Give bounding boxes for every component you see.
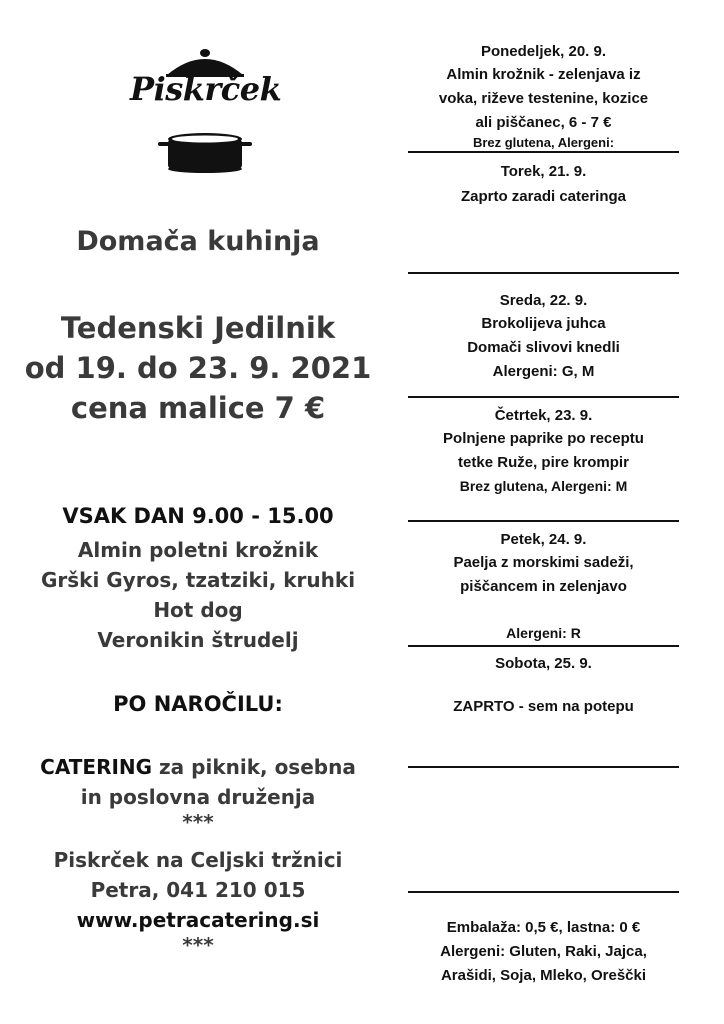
- piskrcek-logo: [130, 45, 280, 180]
- allergen-note: Alergeni: G, M: [492, 363, 595, 380]
- dish-line: Polnjene paprike po receptu: [443, 430, 644, 447]
- daily-item: Grški Gyros, tzatziki, kruhki: [40, 568, 356, 592]
- divider: [408, 520, 679, 522]
- menu-title: [0, 308, 396, 428]
- menu-title-line: Tedenski Jedilnik: [60, 311, 336, 345]
- dish-line: Brokolijeva juhca: [481, 315, 606, 332]
- catering-line: in poslovna druženja: [80, 785, 316, 809]
- cooking-pot-icon: [130, 45, 280, 180]
- daily-item: Almin poletni krožnik: [77, 538, 319, 562]
- catering-info: [0, 752, 396, 832]
- packaging-price: Embalaža: 0,5 €, lastna: 0 €: [446, 919, 641, 936]
- day-monday: [408, 41, 679, 151]
- day-heading: Petek, 24. 9.: [500, 531, 587, 548]
- day-heading: Sreda, 22. 9.: [499, 292, 588, 309]
- dish-line: Domači slivovi knedli: [467, 339, 620, 356]
- separator-stars: ***: [182, 810, 214, 834]
- catering-line: [0, 752, 396, 782]
- location-text: Piskrček na Celjski tržnici: [53, 848, 343, 872]
- allergen-list: Arašidi, Soja, Mleko, Oreščki: [440, 967, 647, 984]
- divider: [408, 151, 679, 153]
- allergen-list: Alergeni: Gluten, Raki, Jajca,: [440, 943, 647, 960]
- catering-label: CATERING: [40, 755, 153, 779]
- tagline: Domača kuhinja: [76, 226, 320, 257]
- divider: [408, 891, 679, 893]
- dish-line: Paelja z morskimi sadeži,: [453, 554, 634, 571]
- menu-price: cena malice 7 €: [70, 391, 326, 425]
- day-heading: Ponedeljek, 20. 9.: [480, 43, 607, 60]
- daily-item: Hot dog: [153, 598, 243, 622]
- dish-line: voka, riževe testenine, kozice: [438, 90, 649, 107]
- dish-line: Zaprto zaradi cateringa: [460, 188, 627, 205]
- day-wednesday: [408, 290, 679, 384]
- divider: [408, 272, 679, 274]
- day-heading: Torek, 21. 9.: [500, 163, 587, 180]
- dish-line: ali piščanec, 6 - 7 €: [475, 114, 612, 131]
- phone-contact: Petra, 041 210 015: [90, 878, 306, 902]
- dish-line: piščancem in zelenjavo: [460, 578, 627, 595]
- divider: [408, 645, 679, 647]
- day-tuesday: [408, 161, 679, 209]
- dish-line: Almin krožnik - zelenjava iz: [446, 66, 641, 83]
- day-heading: Sobota, 25. 9.: [495, 655, 592, 672]
- day-saturday: [408, 653, 679, 719]
- daily-list: [0, 535, 396, 655]
- website-link[interactable]: www.petracatering.si: [76, 908, 320, 932]
- catering-text: za piknik, osebna: [152, 755, 356, 779]
- allergen-note: Brez glutena, Alergeni: M: [459, 478, 628, 494]
- allergen-note: Alergeni: R: [506, 625, 581, 641]
- dish-line: tetke Ruže, pire krompir: [458, 454, 629, 471]
- day-thursday: [408, 405, 679, 497]
- footer-info: [408, 916, 679, 988]
- menu-date-range: od 19. do 23. 9. 2021: [24, 351, 372, 385]
- dish-line: ZAPRTO - sem na potepu: [453, 698, 634, 715]
- separator-stars: ***: [182, 933, 214, 957]
- day-heading: Četrtek, 23. 9.: [494, 407, 593, 424]
- order-heading: PO NAROČILU:: [113, 692, 283, 716]
- logo-text: Piskrček: [130, 70, 282, 108]
- daily-heading: VSAK DAN 9.00 - 15.00: [62, 504, 334, 528]
- day-friday: [408, 529, 679, 643]
- divider: [408, 396, 679, 398]
- divider: [408, 766, 679, 768]
- allergen-note: Brez glutena, Alergeni:: [472, 135, 615, 150]
- daily-item: Veronikin štrudelj: [97, 628, 299, 652]
- contact-info: [0, 845, 396, 955]
